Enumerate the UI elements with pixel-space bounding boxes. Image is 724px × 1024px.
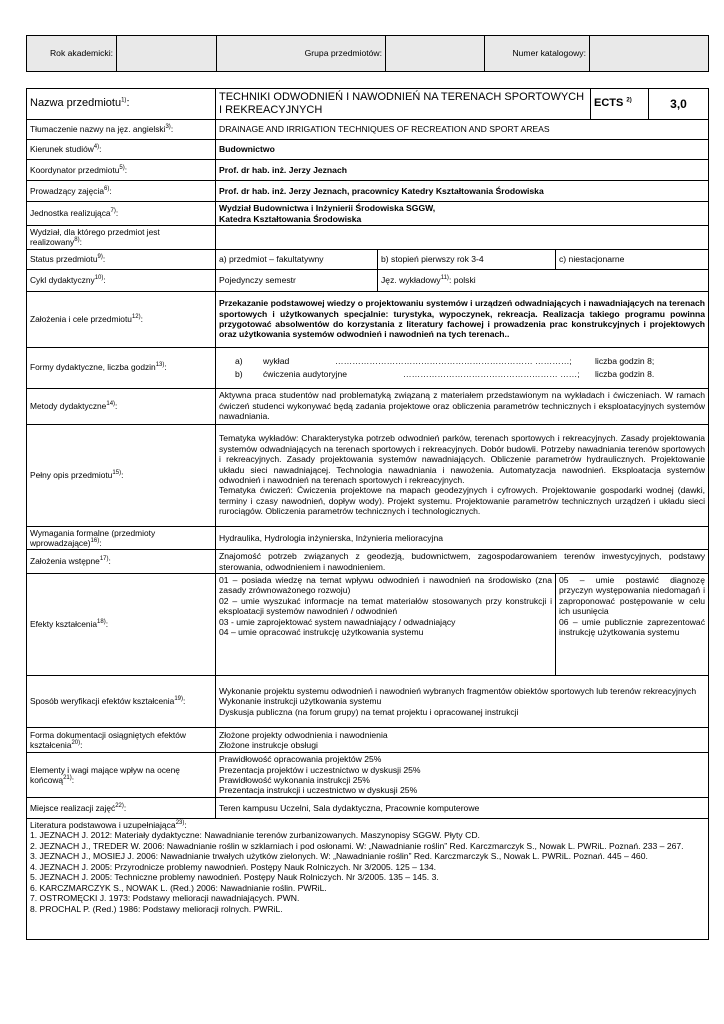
outcome-02: 02 – umie wyszukać informacje na temat materiałów stosowanych przy konstrukcji i eksploatacji systemów nawodnień / odwodnień (219, 595, 552, 617)
literature-item: 4. JEZNACH J. 2005: Przyrodnicze problemy nawodnień. Postępy Nauk Rolniczych. Nr 3/2005. 125 – 134. (30, 861, 437, 872)
status-type: a) przedmiot – fakultatywny (216, 249, 378, 269)
literature-item: 1. JEZNACH J. 2012: Materiały dydaktyczne: Nawadnianie terenów zurbanizowanych. Maszynopisy SGGW. Płyty CD. (30, 830, 480, 841)
literature-row (27, 819, 709, 940)
status-mode: c) niestacjonarne (556, 249, 709, 269)
header-table (26, 35, 709, 72)
literature-item: 6. KARCZMARCZYK S., NOWAK L. (Red.) 2006: Nawadnianie roślin. PWRiL. (30, 882, 327, 893)
field-row (27, 140, 709, 160)
documentation-value: Złożone projekty odwodnienia i nawodnienia Złożone instrukcje obsługi (216, 728, 709, 753)
grading-label: Elementy i wagi mające wpływ na ocenę końcową$^{21)}$: (27, 753, 216, 798)
instructor-value: Prof. dr hab. inż. Jerzy Jeznach, pracownicy Katedry Kształtowania Środowiska (216, 181, 709, 202)
description-lectures: Tematyka wykładów: Charakterystyka potrzeb odwodnień parków, terenach sportowych i rekreacyjnych. Zasady projektowania systemów odwadniających na terenach sportowych i rekreacyjnych. Dobór budowli. Potrzeby nawadniania terenów sportowych i rekreacyjnych. Zasady projektowania systemów nawadniających. Obliczenie parametrów hydraulicznych. Projektowanie układu sieci nawadniającej. Technologia nawadniania i nawożenia. Automatyzacja nawodnień. Eksploatacja systemów odwodnień i nawodnień na terenach sportowych i rekreacyjnych. (219, 433, 706, 485)
unit-label: Jednostka realizująca$^{7)}$: (27, 202, 216, 226)
literature-value (27, 819, 709, 940)
verification-value: Wykonanie projektu systemu odwodnień i nawodnień wybranych fragmentów obiektów sportowych lub terenów rekreacyjnych Wykonanie instrukcji użytkowania systemu Dyskusja publiczna (na forum grupy) na temat projektu i opracowanej instrukcji (216, 676, 709, 728)
academic-year-value (117, 36, 217, 72)
prerequisites-label: Założenia wstępne$^{17)}$: (27, 550, 216, 574)
location-label: Miejsce realizacji zajęć$^{22)}$: (27, 798, 216, 819)
methods-label: Metody dydaktyczne$^{14)}$: (27, 388, 216, 424)
coordinator-label: Koordynator przedmiotu$^{5)}$: (27, 160, 216, 181)
faculty-label: Wydział, dla którego przedmiot jest realizowany$^{8)}$: (27, 226, 216, 250)
description-value (216, 424, 709, 526)
literature-item: 7. OSTROMĘCKI J. 1973: Podstawy melioracji nawadniających. PWN. (30, 893, 300, 904)
requirements-row (27, 526, 709, 550)
methods-value: Aktywna praca studentów nad problematyką związaną z materiałem przedstawionym na wykładach i ćwiczeniach. W ramach ćwiczeń studenci wykonywać będą zadania projektowe oraz obliczenia parametrów technicznych i eksploatacyjnych systemów nawadniania. (216, 388, 709, 424)
instructor-label: Prowadzący zajęcia$^{6)}$: (27, 181, 216, 202)
literature-label: Literatura podstawowa i uzupełniająca$^{23)}$: (30, 820, 187, 830)
syllabus-table (26, 88, 709, 940)
description-label: Pełny opis przedmiotu$^{15)}$: (27, 424, 216, 526)
outcome-03: 03 - umie zaprojektować system nawadniający / odwadniający (219, 616, 456, 627)
prerequisites-value: Znajomość potrzeb związanych z geodezją, budownictwem, zagospodarowaniem terenów inwestycyjnych, podstawy sterowania, odwodnieniem i nawodnieniem. (216, 550, 709, 574)
faculty-row (27, 226, 709, 250)
prerequisites-row (27, 550, 709, 574)
outcomes-label: Efekty kształcenia$^{18)}$: (27, 574, 216, 676)
catalog-number-label: Numer katalogowy: (485, 36, 590, 72)
catalog-number-value (590, 36, 709, 72)
verification-row (27, 676, 709, 728)
ects-value: 3,0 (649, 89, 709, 120)
description-exercises: Tematyka ćwiczeń: Ćwiczenia projektowe na mapach geodezyjnych i cyfrowych. Projektowanie gospodarki wodnej (dawki, terminy i czasy nawodnień, dopływ wody). Projekt systemu. Projektowanie parametrów technicznych urządzeń i układu sieci rurociągów. Obliczenia parametrów technicznych i technologicznych. (219, 485, 706, 517)
outcome-06: 06 – umie publicznie zaprezentować instrukcję użytkowania systemu (559, 616, 706, 638)
status-label: Status przedmiotu$^{9)}$: (27, 249, 216, 269)
course-name-value: TECHNIKI ODWODNIEŃ I NAWODNIEŃ NA TERENACH SPORTOWYCH I REKREACYJNYCH (216, 89, 591, 120)
grading-value: Prawidłowość opracowania projektów 25% Prezentacja projektów i uczestnictwo w dyskusji 25% Prawidłowość wykonania instrukcji 25% Prezentacja instrukcji i uczestnictwo w dyskusji 25% (216, 753, 709, 798)
literature-item: 3. JEZNACH J., MOSIEJ J. 2006: Nawadnianie trwałych użytków zielonych. W: „Nawadnianie roślin” Red. Karczmarczyk S., Nowak L. PWRiL. Poznań. 445 – 460. (30, 851, 648, 862)
documentation-row (27, 728, 709, 753)
form-exercises: b) ćwiczenia audytoryjne ……………………………………………… ……; liczba godzin 8. (235, 368, 655, 379)
course-group-label: Grupa przedmiotów: (217, 36, 386, 72)
forms-row (27, 347, 709, 388)
status-row (27, 249, 709, 269)
methods-row (27, 388, 709, 424)
literature-item: 5. JEZNACH J. 2005: Techniczne problemy nawodnień. Postępy Nauk Rolniczych. Nr 3/2005. 135 – 145. 3. (30, 872, 439, 883)
documentation-label: Forma dokumentacji osiągniętych efektów kształcenia$^{20)}$: (27, 728, 216, 753)
location-value: Teren kampusu Uczelni, Sala dydaktyczna, Pracownie komputerowe (216, 798, 709, 819)
goals-label: Założenia i cele przedmiotu$^{12)}$: (27, 291, 216, 347)
status-level: b) stopień pierwszy rok 3-4 (378, 249, 556, 269)
outcomes-left (216, 574, 556, 676)
form-lecture: a) wykład …………………………………………………………… …………; liczba godzin 8; (235, 356, 655, 367)
ects-label: ECTS $^{2)}$ (591, 89, 649, 120)
description-row (27, 424, 709, 526)
forms-label: Formy dydaktyczne, liczba godzin$^{13)}$: (27, 347, 216, 388)
field-value: Budownictwo (216, 140, 709, 160)
location-row (27, 798, 709, 819)
grading-row (27, 753, 709, 798)
cycle-label: Cykl dydaktyczny$^{10)}$: (27, 269, 216, 291)
instructor-row (27, 181, 709, 202)
unit-row (27, 202, 709, 226)
course-name-row (27, 89, 709, 120)
coordinator-row (27, 160, 709, 181)
literature-item: 8. PROCHAL P. (Red.) 1986: Podstawy melioracji rolnych. PWRiL. (30, 903, 283, 914)
outcomes-row (27, 574, 709, 676)
translation-value: DRAINAGE AND IRRIGATION TECHNIQUES OF RECREATION AND SPORT AREAS (216, 120, 709, 140)
verification-label: Sposób weryfikacji efektów kształcenia$^{19)}$: (27, 676, 216, 728)
outcome-04: 04 – umie opracować instrukcję użytkowania systemu (219, 627, 424, 638)
translation-label: Tłumaczenie nazwy na jęz. angielski$^{3)}$: (27, 120, 216, 140)
requirements-label: Wymagania formalne (przedmioty wprowadzające)$^{16)}$: (27, 526, 216, 550)
course-group-value (386, 36, 485, 72)
outcome-01: 01 – posiada wiedzę na temat wpływu odwodnień i nawodnień na środowisko (zna zasady zrównoważonego rozwoju) (219, 575, 552, 596)
literature-item: 2. JEZNACH J., TREDER W. 2006: Nawadnianie roślin w szklarniach i pod osłonami. W: „Nawadnianie roślin” Red. Karczmarczyk S., Nowak L. PWRiL. Poznań. 233 – 267. (30, 840, 684, 851)
cycle-value: Pojedynczy semestr (216, 269, 378, 291)
outcomes-right (556, 574, 709, 676)
forms-value (216, 347, 709, 388)
cycle-row (27, 269, 709, 291)
unit-value: Wydział Budownictwa i Inżynierii Środowiska SGGW, Katedra Kształtowania Środowiska (216, 202, 709, 226)
language-cell: Jęz. wykładowy$^{11)}$: polski (378, 269, 709, 291)
requirements-value: Hydraulika, Hydrologia inżynierska, Inżynieria melioracyjna (216, 526, 709, 550)
coordinator-value: Prof. dr hab. inż. Jerzy Jeznach (216, 160, 709, 181)
academic-year-label: Rok akademicki: (27, 36, 117, 72)
faculty-value (216, 226, 709, 250)
goals-row (27, 291, 709, 347)
goals-value: Przekazanie podstawowej wiedzy o projektowaniu systemów i urządzeń odwadniających i nawadniających na terenach sportowych i użytkowanych specjalnie: turystyka, wypoczynek, rekreacja. Realizacja takiego programu powinna przygotować absolwentów do korzystania z literatury fachowej i prowadzenia prac konstrukcyjnych i projektowych oraz użytkowania systemów odwodnień i nawodnień na tych terenach.. (216, 291, 709, 347)
field-label: Kierunek studiów$^{4)}$: (27, 140, 216, 160)
course-name-label: Nazwa przedmiotu$^{1)}$: (27, 89, 216, 120)
outcome-05: 05 – umie postawić diagnozę przyczyn występowania niedomagań i zaproponować postępowanie w celu ich usunięcia (559, 575, 706, 617)
translation-row (27, 120, 709, 140)
